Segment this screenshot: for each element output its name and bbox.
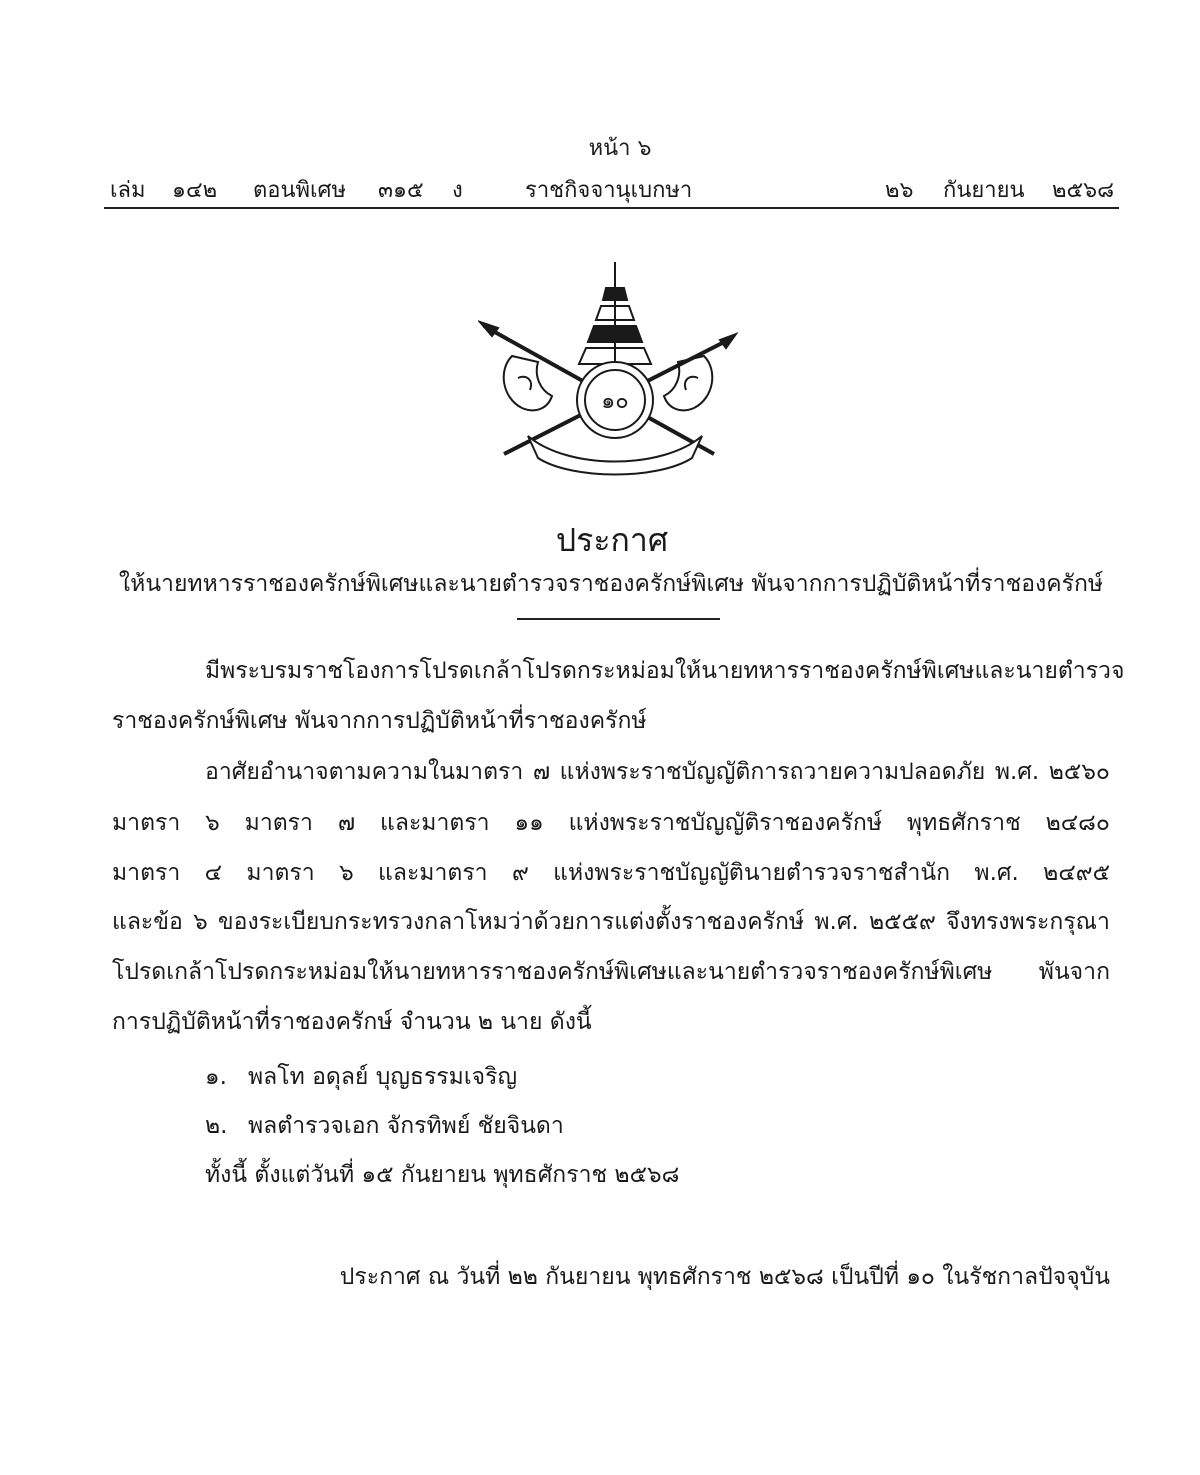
para1-line1: มีพระบรมราชโองการโปรดเกล้าโปรดกระหม่อมให้นายทหารราชองครักษ์พิเศษและนายตำรวจ [205, 658, 1125, 684]
para2-line1: อาศัยอำนาจตามความในมาตรา ๗ แห่งพระราชบัญญัติการถวายความปลอดภัย พ.ศ. ๒๕๖๐ [205, 759, 1110, 785]
para2-line4: และข้อ ๖ ของระเบียบกระทรวงกลาโหมว่าด้วยการแต่งตั้งราชองครักษ์ พ.ศ. ๒๕๕๙ จึงทรงพระกรุณา [112, 909, 1110, 935]
para2-line3: มาตรา ๔ มาตรา ๖ และมาตรา ๙ แห่งพระราชบัญญัตินายตำรวจราชสำนัก พ.ศ. ๒๔๙๕ [112, 860, 1110, 886]
para2-line2: มาตรา ๖ มาตรา ๗ และมาตรา ๑๑ แห่งพระราชบัญญัติราชองครักษ์ พุทธศักราช ๒๔๘๐ [112, 810, 1110, 836]
header-date-day: ๒๖ [885, 178, 914, 203]
header-rule [104, 207, 1119, 209]
svg-text:๑๐: ๑๐ [601, 389, 629, 414]
issue-section: ง [452, 178, 463, 203]
issue-number: ๓๑๕ [378, 178, 424, 203]
para1-line2: ราชองครักษ์พิเศษ พันจากการปฏิบัติหน้าที่ราชองครักษ์ [112, 708, 647, 734]
list-item-1-name: พลโท อดุลย์ บุญธรรมเจริญ [248, 1064, 518, 1090]
para2-line5: โปรดเกล้าโปรดกระหม่อมให้นายทหารราชองครักษ์พิเศษและนายตำรวจราชองครักษ์พิเศษ พันจาก [112, 959, 1110, 985]
volume-number-label: เล่ม [110, 178, 146, 203]
header-date-month: กันยายน [943, 178, 1025, 203]
royal-cypher-emblem [478, 258, 738, 478]
header-date-year: ๒๕๖๘ [1052, 178, 1115, 203]
page-number: หน้า ๖ [588, 136, 652, 161]
list-item-1-number: ๑. [205, 1064, 227, 1090]
issue-label: ตอนพิเศษ [253, 178, 347, 203]
announcement-signoff: ประกาศ ณ วันที่ ๒๒ กันยายน พุทธศักราช ๒๕๖๘ เป็นปีที่ ๑๐ ในรัชกาลปัจจุบัน [339, 1264, 1110, 1290]
list-item-2-name: พลตำรวจเอก จักรทิพย์ ชัยจินดา [248, 1113, 564, 1139]
publication-title: ราชกิจจานุเบกษา [525, 178, 693, 203]
title-rule [517, 618, 720, 620]
announcement-subtitle: ให้นายทหารราชองครักษ์พิเศษและนายตำรวจราชองครักษ์พิเศษ พันจากการปฏิบัติหน้าที่ราชองครักษ์ [118, 571, 1104, 597]
list-item-2-number: ๒. [205, 1113, 228, 1139]
volume-number: ๑๔๒ [172, 178, 218, 203]
announcement-title: ประกาศ [555, 521, 669, 559]
effective-date: ทั้งนี้ ตั้งแต่วันที่ ๑๕ กันยายน พุทธศักราช ๒๕๖๘ [205, 1162, 680, 1188]
para2-line6: การปฏิบัติหน้าที่ราชองครักษ์ จำนวน ๒ นาย ดังนี้ [112, 1009, 592, 1035]
